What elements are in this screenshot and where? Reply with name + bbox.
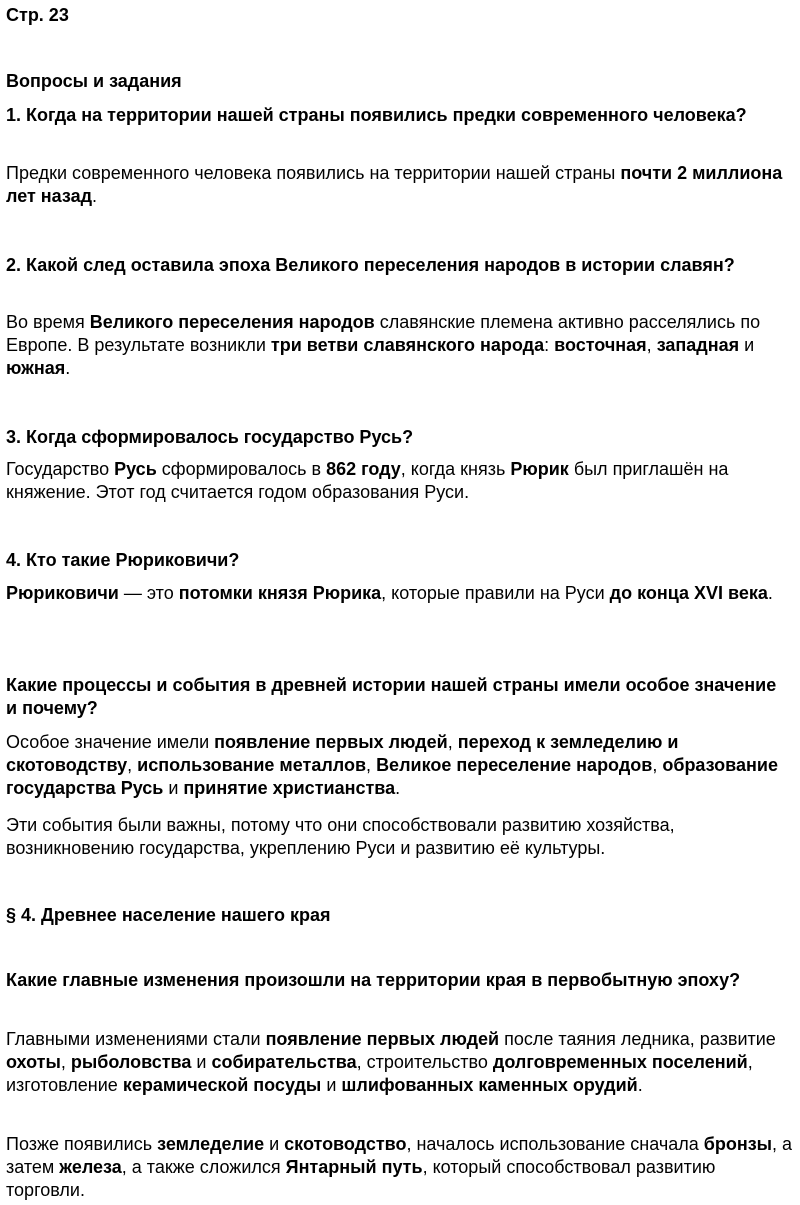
text-run: и (321, 1075, 342, 1095)
text-run: , началось использование сначала (406, 1134, 704, 1154)
bold-term: Великого переселения народов (89, 312, 375, 332)
bold-term: охоты (6, 1052, 61, 1072)
bold-term: железа (59, 1157, 122, 1177)
bold-term: появление первых людей (265, 1029, 500, 1049)
text-run: , которые правили на Руси (381, 583, 610, 603)
bold-term: скотоводство (284, 1134, 407, 1154)
question-2: 2. Какой след оставила эпоха Великого переселения народов в истории славян? (6, 255, 735, 275)
answer-1 (6, 162, 796, 208)
section-heading-paragraph-4: § 4. Древнее население нашего края (6, 905, 331, 925)
text-run: , (60, 1052, 71, 1072)
text-run: и (191, 1052, 212, 1072)
answer-6 (6, 1028, 796, 1097)
answer-5-continued (6, 814, 796, 860)
bold-term: Рюриковичи (6, 583, 119, 603)
text-run: : (544, 335, 555, 355)
bold-term: Великое переселение народов (376, 755, 653, 775)
text-run: и (739, 335, 755, 355)
bold-term: южная (6, 358, 66, 378)
bold-term: образование государства Русь (6, 755, 778, 798)
bold-term: принятие христианства (183, 778, 396, 798)
bold-term: западная (656, 335, 740, 355)
text-run: , (646, 335, 657, 355)
text-run: Предки современного человека появились на территории нашей страны (6, 163, 621, 183)
text-run: , изготовление (6, 1052, 753, 1095)
bold-term: появление первых людей (214, 732, 448, 752)
text-run: был приглашён на княжение. Этот год считается годом образования Руси. (6, 459, 729, 502)
page-label: Стр. 23 (6, 5, 69, 25)
text-run: , (366, 755, 377, 775)
answer-3 (6, 458, 796, 504)
text-run: , который способствовал развитию торговли. (6, 1157, 716, 1200)
text-run: Эти события были важны, потому что они способствовали развитию хозяйства, возникновению государства, укреплению Руси и развитию её культуры. (6, 815, 675, 858)
section-heading-questions: Вопросы и задания (6, 71, 182, 91)
text-run: , (447, 732, 458, 752)
bold-term: три ветви славянского народа (270, 335, 545, 355)
answer-2 (6, 311, 796, 380)
bold-term: рыболовства (70, 1052, 192, 1072)
text-run: . (92, 186, 98, 206)
bold-term: Русь (114, 459, 157, 479)
text-run: Государство (6, 459, 115, 479)
text-run: Позже появились (6, 1134, 158, 1154)
text-run: сформировалось в (156, 459, 327, 479)
bold-term: 862 году (326, 459, 401, 479)
bold-term: Янтарный путь (285, 1157, 423, 1177)
text-run: славянские племена активно расселялись по Европе. В результате возникли (6, 312, 761, 355)
text-run: Во время (6, 312, 90, 332)
answer-6-continued (6, 1133, 796, 1202)
text-run: после таяния ледника, развитие (499, 1029, 776, 1049)
bold-term: бронзы (703, 1134, 773, 1154)
text-run: Особое значение имели (6, 732, 215, 752)
text-run: Главными изменениями стали (6, 1029, 266, 1049)
text-run: . (65, 358, 71, 378)
question-6: Какие главные изменения произошли на территории края в первобытную эпоху? (6, 970, 741, 990)
bold-term: керамической посуды (122, 1075, 322, 1095)
bold-term: земледелие (157, 1134, 265, 1154)
text-run: и (264, 1134, 285, 1154)
bold-term: до конца XVI века (609, 583, 768, 603)
bold-term: использование металлов (137, 755, 367, 775)
question-5: Какие процессы и события в древней истории нашей страны имели особое значение и почему? (6, 675, 777, 718)
text-run: — это (118, 583, 179, 603)
text-run: , когда князь (400, 459, 511, 479)
text-run: . (637, 1075, 643, 1095)
bold-term: собирательства (211, 1052, 357, 1072)
text-run: , строительство (356, 1052, 493, 1072)
bold-term: восточная (554, 335, 647, 355)
bold-term: потомки князя Рюрика (178, 583, 382, 603)
bold-term: шлифованных каменных орудий (341, 1075, 638, 1095)
question-3: 3. Когда сформировалось государство Русь? (6, 427, 414, 447)
bold-term: долговременных поселений (492, 1052, 748, 1072)
text-run: , а затем (6, 1134, 793, 1177)
bold-term: переход к земледелию и скотоводству (6, 732, 679, 775)
text-run: , (127, 755, 138, 775)
bold-term: почти 2 миллиона лет назад (6, 163, 783, 206)
bold-term: Рюрик (510, 459, 569, 479)
text-run: и (163, 778, 184, 798)
text-run: . (395, 778, 401, 798)
question-4: 4. Кто такие Рюриковичи? (6, 550, 240, 570)
text-run: . (767, 583, 773, 603)
text-run: , (652, 755, 663, 775)
text-run: , а также сложился (121, 1157, 286, 1177)
answer-4 (6, 582, 796, 605)
question-1: 1. Когда на территории нашей страны появились предки современного человека? (6, 105, 747, 125)
answer-5 (6, 731, 796, 800)
